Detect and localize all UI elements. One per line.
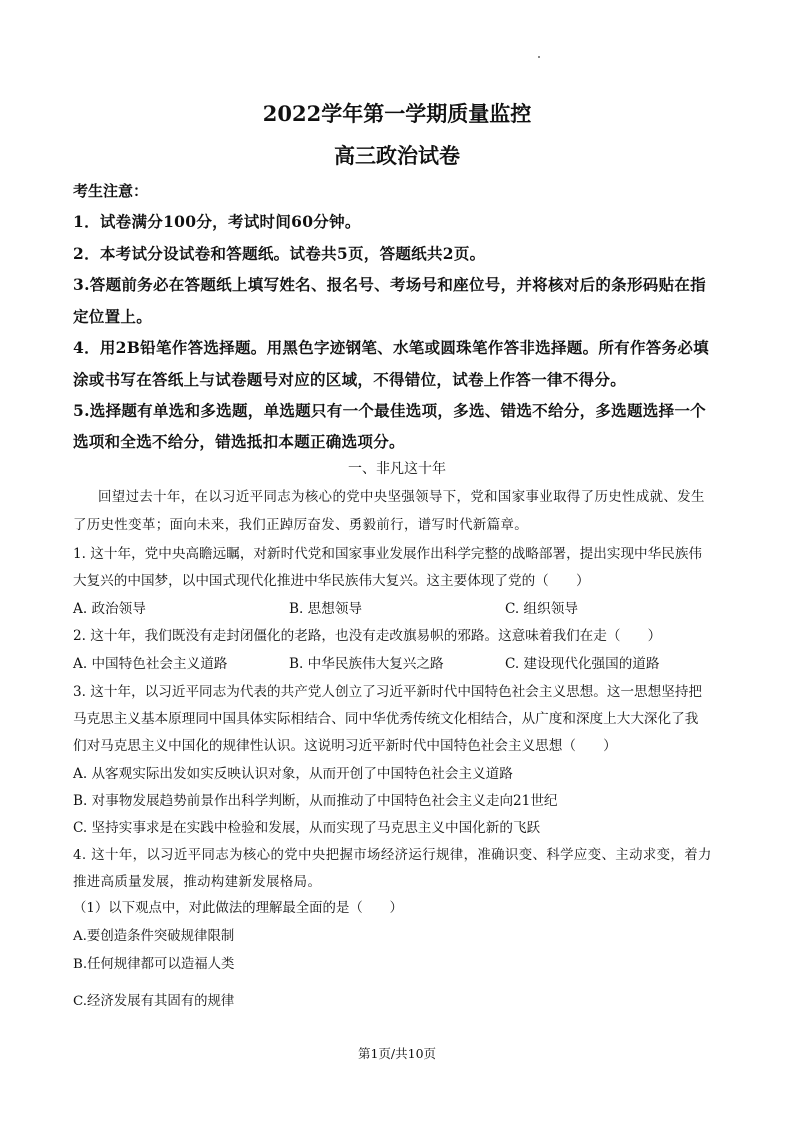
exam-subtitle: 高三政治试卷 bbox=[334, 143, 460, 168]
q2-stem-line-1: 2. 这十年，我们既没有走封闭僵化的老路，也没有走改旗易帜的邪路。这意味着我们在走（ ） bbox=[73, 628, 662, 644]
q1-option-c: C. 组织领导 bbox=[505, 601, 578, 617]
q3-option-a: A. 从客观实际出发如实反映认识对象，从而开创了中国特色社会主义道路 bbox=[73, 766, 513, 782]
exam-title: 2022学年第一学期质量监控 bbox=[262, 101, 532, 126]
q4-sub1-stem: （1）以下观点中，对此做法的理解最全面的是（ ） bbox=[73, 901, 403, 916]
notice-line-4: 定位置上。 bbox=[73, 307, 153, 326]
q3-stem-line-1: 3. 这十年，以习近平同志为代表的共产党人创立了习近平新时代中国特色社会主义思想。这一思想坚持把 bbox=[73, 684, 703, 700]
q3-option-b: B. 对事物发展趋势前景作出科学判断，从而推动了中国特色社会主义走向21世纪 bbox=[73, 793, 558, 809]
q4-stem-line-2: 推进高质量发展，推动构建新发展格局。 bbox=[73, 875, 322, 890]
notice-line-7: 5.选择题有单选和多选题，单选题只有一个最佳选项，多选、错选不给分，多选题选择一个 bbox=[73, 401, 706, 420]
q2-option-c: C. 建设现代化强国的道路 bbox=[505, 656, 660, 672]
q2-option-a: A. 中国特色社会主义道路 bbox=[73, 656, 228, 672]
q3-option-c: C. 坚持实事求是在实践中检验和发展，从而实现了马克思主义中国化新的飞跃 bbox=[73, 820, 541, 836]
section-intro-line-1: 回望过去十年，在以习近平同志为核心的党中央坚强领导下，党和国家事业取得了历史性成就、发生 bbox=[98, 490, 705, 505]
notice-line-5: 4．用2B铅笔作答选择题。用黑色字迹钢笔、水笔或圆珠笔作答非选择题。所有作答务必填 bbox=[73, 338, 709, 357]
q3-stem-line-2: 马克思主义基本原理同中国具体实际相结合、同中华优秀传统文化相结合，从广度和深度上大大深化了我 bbox=[73, 711, 699, 727]
notice-line-8: 选项和全选不给分，错选抵扣本题正确选项分。 bbox=[73, 432, 405, 451]
section-intro-line-2: 了历史性变革；面向未来，我们正踔厉奋发、勇毅前行，谱写时代新篇章。 bbox=[73, 518, 529, 533]
q4-option-a: A.要创造条件突破规律限制 bbox=[73, 929, 235, 944]
notice-line-3: 3.答题前务必在答题纸上填写姓名、报名号、考场号和座位号，并将核对后的条形码贴在指 bbox=[73, 275, 706, 294]
notice-line-1: 1．试卷满分100分，考试时间60分钟。 bbox=[73, 212, 361, 231]
section-title: 一、非凡这十年 bbox=[348, 461, 446, 477]
notice-heading: 考生注意： bbox=[73, 182, 149, 200]
q4-option-c: C.经济发展有其固有的规律 bbox=[73, 994, 235, 1009]
scan-speck bbox=[538, 56, 540, 58]
q4-stem-line-1: 4. 这十年，以习近平同志为核心的党中央把握市场经济运行规律，准确识变、科学应变、主动求变，着力 bbox=[73, 848, 712, 863]
notice-line-6: 涂或书写在答纸上与试卷题号对应的区域，不得错位，试卷上作答一律不得分。 bbox=[73, 370, 627, 389]
q4-option-b: B.任何规律都可以造福人类 bbox=[73, 957, 235, 972]
page-footer: 第1页/共10页 bbox=[357, 1046, 437, 1061]
q1-option-a: A. 政治领导 bbox=[73, 601, 146, 617]
q2-option-b: B. 中华民族伟大复兴之路 bbox=[289, 656, 444, 672]
q1-option-b: B. 思想领导 bbox=[289, 601, 363, 617]
q3-stem-line-3: 们对马克思主义中国化的规律性认识。这说明习近平新时代中国特色社会主义思想（ ） bbox=[73, 738, 617, 754]
q1-stem-line-1: 1. 这十年，党中央高瞻远瞩，对新时代党和国家事业发展作出科学完整的战略部署，提出实现中华民族伟 bbox=[73, 546, 703, 562]
notice-line-2: 2．本考试分设试卷和答题纸。试卷共5页，答题纸共2页。 bbox=[73, 244, 486, 263]
q1-stem-line-2: 大复兴的中国梦，以中国式现代化推进中华民族伟大复兴。这主要体现了党的（ ） bbox=[73, 573, 590, 589]
